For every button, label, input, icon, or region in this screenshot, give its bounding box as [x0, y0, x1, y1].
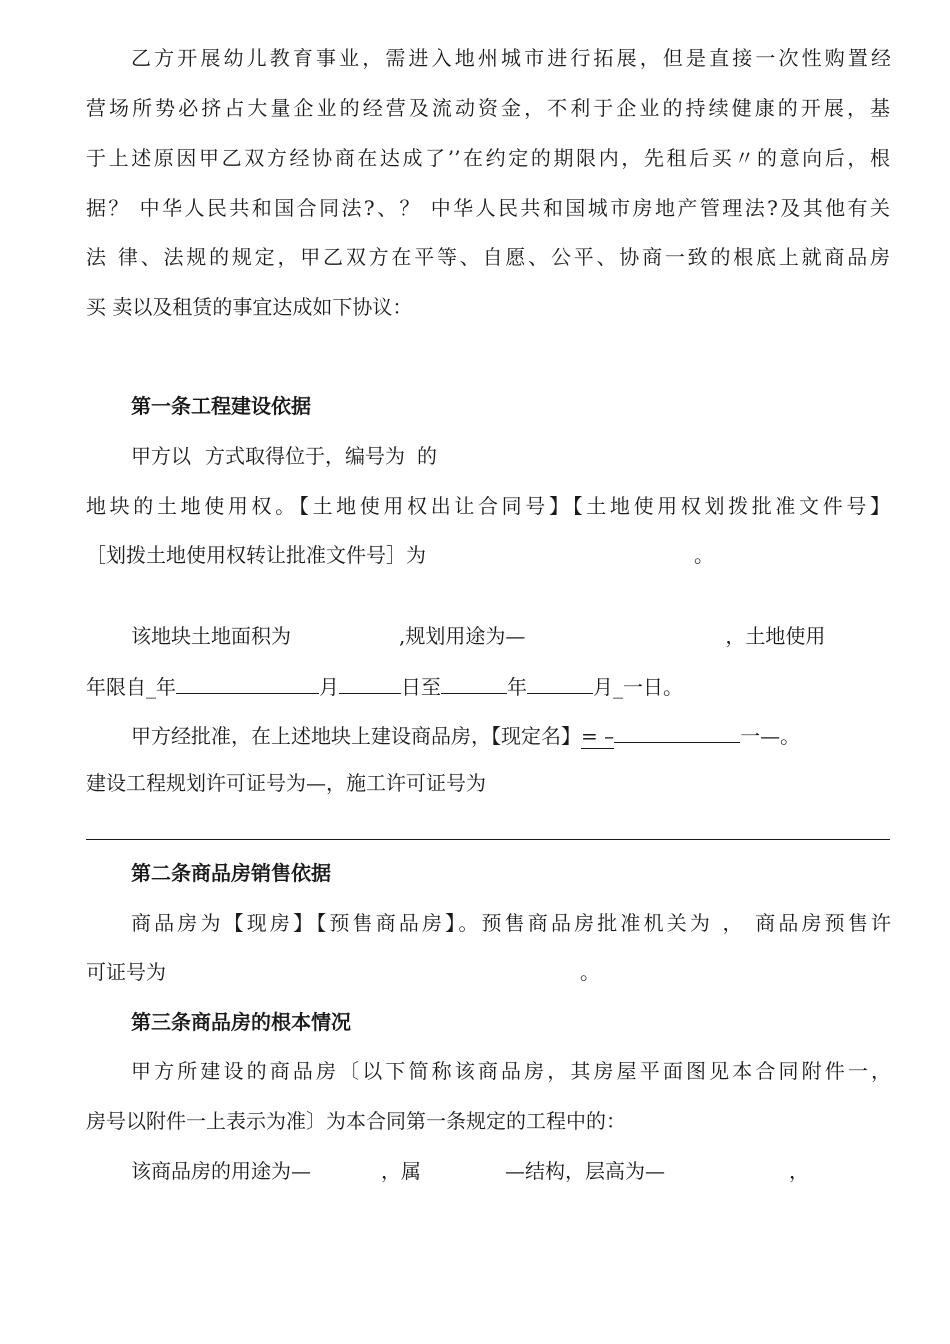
- article3-line-3: [131, 1158, 891, 1184]
- divider-rule: [86, 839, 890, 840]
- article1-line-4: [131, 623, 891, 649]
- article1-text: 的: [417, 444, 437, 468]
- article1-text: 一—。: [740, 724, 801, 748]
- article1-text: 甲方经批准，在上述地块上建设商品房，【现定名】: [131, 724, 581, 748]
- article1-text: 月: [319, 675, 339, 699]
- article1-text: 日至: [401, 675, 441, 699]
- article1-text: 月: [593, 675, 613, 699]
- blank-line: [614, 722, 740, 743]
- article2-text: 。: [580, 960, 600, 984]
- intro-line-1: 乙方开展幼儿教育事业，需进入地州城市进行拓展，但是直接一次性购置经: [131, 46, 891, 70]
- article1-text: ,规划用途为—: [399, 624, 526, 648]
- article1-line-3: [86, 542, 890, 568]
- article1-line-6: [131, 722, 891, 749]
- article2-text: 可证号为: [86, 960, 166, 984]
- article1-text: ，土地使用: [725, 624, 826, 648]
- article1-line-5: [86, 673, 890, 700]
- article3-text: ，属: [381, 1159, 421, 1183]
- article2-heading: 第二条商品房销售依据: [131, 861, 331, 885]
- blank-line: [176, 673, 319, 694]
- article1-text: 甲方以: [131, 444, 191, 468]
- article1-line-1: [131, 443, 891, 469]
- article1-text: ［划拨土地使用权转让批准文件号］为: [86, 543, 426, 567]
- article1-text: 年限自_年: [86, 675, 176, 699]
- blank-line: [441, 673, 507, 694]
- article2-line-2: [86, 959, 890, 985]
- article3-heading: 第三条商品房的根本情况: [131, 1010, 351, 1034]
- article3-text: ，: [789, 1159, 809, 1183]
- article1-text: 年: [507, 675, 527, 699]
- article1-text: 方式取得位于，编号为: [205, 444, 405, 468]
- article1-text: 。: [694, 543, 714, 567]
- article3-text: —结构，层高为—: [505, 1159, 665, 1183]
- article1-line-2: 地块的土地使用权。【土地使用权出让合同号】【土地使用权划拨批准文件号】: [86, 494, 890, 518]
- article1-heading: 第一条工程建设依据: [131, 394, 311, 418]
- intro-line-2: 营场所势必挤占大量企业的经营及流动资金，不利于企业的持续健康的开展，基: [86, 96, 890, 120]
- article1-text: 该地块土地面积为: [131, 624, 291, 648]
- article3-line-1: 甲方所建设的商品房〔以下简称该商品房，其房屋平面图见本合同附件一，: [131, 1059, 891, 1083]
- intro-line-3: 于上述原因甲乙双方经协商在达成了’’在约定的期限内，先租后买〃的意向后，根: [86, 146, 890, 170]
- article3-text: 该商品房的用途为—: [131, 1159, 311, 1183]
- article2-line-1: 商品房为【现房】【预售商品房】。预售商品房批准机关为 ， 商品房预售许: [131, 911, 891, 935]
- article1-text: _一日。: [613, 675, 683, 699]
- article1-text: = –: [581, 724, 615, 748]
- intro-line-4: 据？ 中华人民共和国合同法?、？ 中华人民共和国城市房地产管理法?及其他有关: [86, 196, 890, 220]
- intro-line-6: 买 卖以及租赁的事宜达成如下协议：: [86, 295, 413, 319]
- intro-line-5: 法 律、法规的规定，甲乙双方在平等、自愿、公平、协商一致的根底上就商品房: [86, 245, 890, 269]
- blank-line: [339, 673, 401, 694]
- article1-line-7: 建设工程规划许可证号为—，施工许可证号为: [86, 771, 486, 795]
- article3-line-2: 房号以附件一上表示为准〕为本合同第一条规定的工程中的：: [86, 1109, 626, 1133]
- blank-line: [527, 673, 593, 694]
